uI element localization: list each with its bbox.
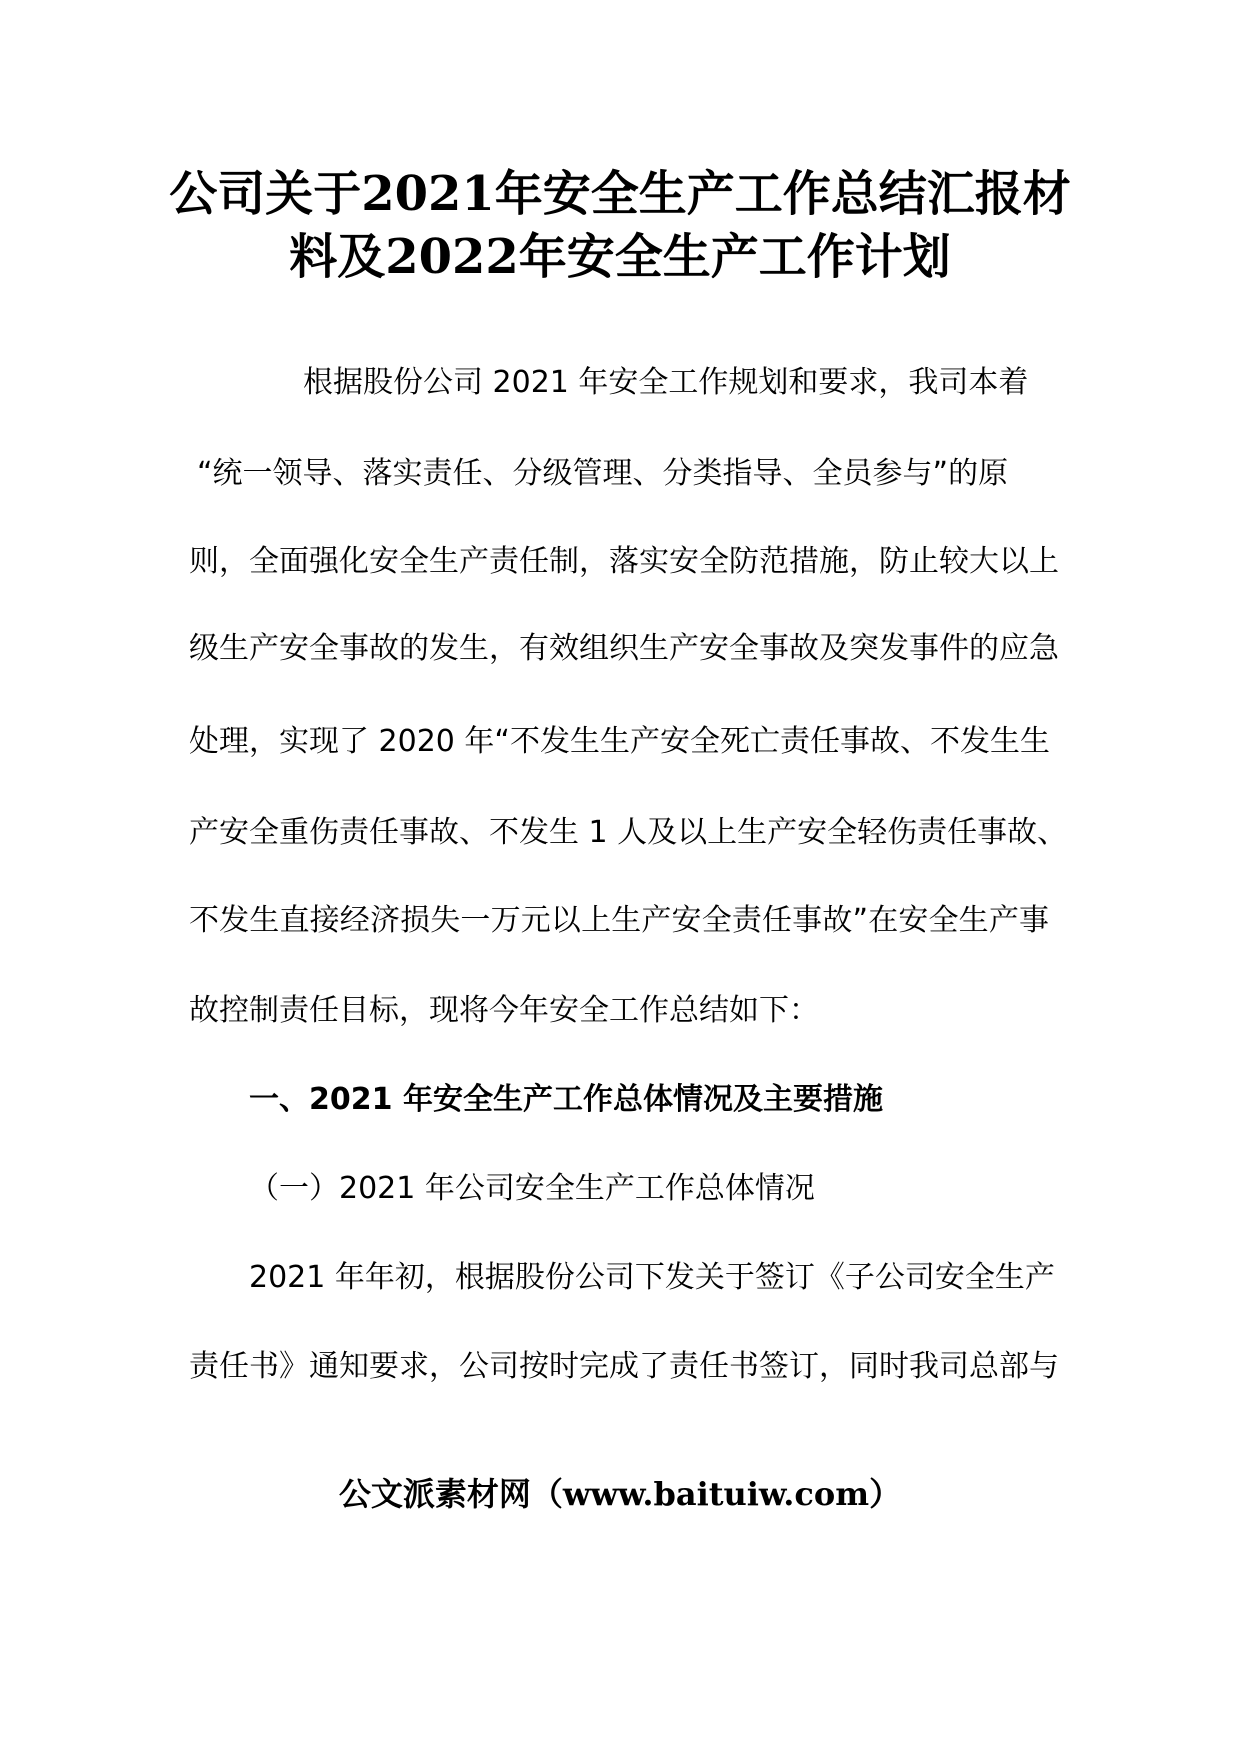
body-line-7: 不发生直接经济损失一万元以上生产安全责任事故”在安全生产事 — [189, 903, 1049, 938]
body-line-6: 产安全重伤责任事故、不发生 1 人及以上生产安全轻伤责任事故、 — [189, 815, 1068, 850]
body-line-9: 2021 年年初，根据股份公司下发关于签订《子公司安全生产 — [249, 1260, 1055, 1295]
subsection-heading: （一）2021 年公司安全生产工作总体情况 — [249, 1171, 815, 1206]
body-line-10: 责任书》通知要求，公司按时完成了责任书签订，同时我司总部与 — [189, 1349, 1059, 1384]
body-line-3: 则，全面强化安全生产责任制，落实安全防范措施，防止较大以上 — [189, 544, 1059, 579]
body-line-2: “统一领导、落实责任、分级管理、分类指导、全员参与”的原 — [197, 456, 1009, 491]
section-heading: 一、2021 年安全生产工作总体情况及主要措施 — [249, 1082, 883, 1117]
body-line-1: 根据股份公司 2021 年安全工作规划和要求，我司本着 — [303, 365, 1029, 400]
document-title-line-1: 公司关于2021年安全生产工作总结汇报材 — [169, 166, 1071, 222]
body-line-4: 级生产安全事故的发生，有效组织生产安全事故及突发事件的应急 — [189, 631, 1059, 666]
footer-watermark: 公文派素材网（www.baituiw.com） — [338, 1475, 902, 1513]
body-line-5: 处理，实现了 2020 年“不发生生产安全死亡责任事故、不发生生 — [189, 724, 1050, 759]
document-title-line-2: 料及2022年安全生产工作计划 — [289, 229, 951, 285]
body-line-8: 故控制责任目标，现将今年安全工作总结如下： — [189, 993, 819, 1028]
